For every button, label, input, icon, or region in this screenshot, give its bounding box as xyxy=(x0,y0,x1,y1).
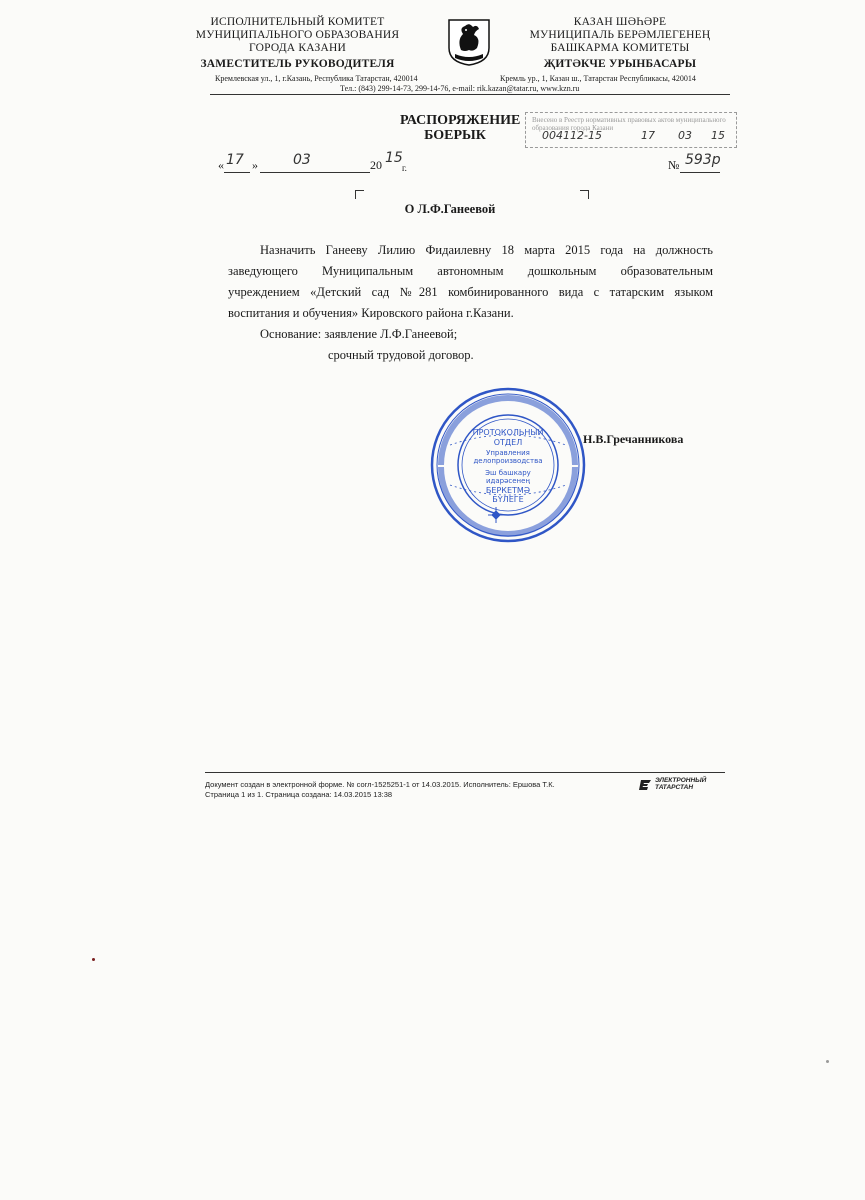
date-open-quote: « xyxy=(218,158,224,172)
stamp-text-6: идарәсенең xyxy=(485,477,531,485)
date-day-underline xyxy=(224,172,250,173)
letterhead-right xyxy=(515,16,725,71)
date-month-underline xyxy=(260,172,370,173)
letterhead-right-line2: МУНИЦИПАЛЬ БЕРӘМЛЕГЕНЕҢ xyxy=(529,29,711,41)
kazan-coat-of-arms-icon xyxy=(447,18,491,66)
address-left: Кремлевская ул., 1, г.Казань, Республика Татарстан, 420014 xyxy=(215,74,418,83)
body-line-3: учреждением «Детский сад №281 комбинированного вида с татарским языком xyxy=(228,285,713,299)
registry-month: 03 xyxy=(678,129,692,142)
address-right: Кремль ур., 1, Казан ш., Татарстан Республикасы, 420014 xyxy=(500,74,696,83)
body-basis: Основание: заявление Л.Ф.Ганеевой; xyxy=(260,327,458,341)
stamp-text-8: БҮЛЕГЕ xyxy=(492,495,524,504)
date-close-quote: » xyxy=(252,158,258,172)
registry-day: 17 xyxy=(641,129,655,142)
date-day: 17 xyxy=(226,152,244,168)
body-basis-continued: срочный трудовой договор. xyxy=(328,348,474,362)
body-line-1: Назначить Ганееву Лилию Фидаилевну 18 марта 2015 года на должность xyxy=(260,243,713,257)
doc-title-tt: БОЕРЫК xyxy=(424,128,486,143)
number-value: 593р xyxy=(685,152,721,168)
stamp-text-4: делопроизводства xyxy=(473,457,543,465)
footer-line-2: Страница 1 из 1. Страница создана: 14.03.2015 13:38 xyxy=(205,790,393,799)
stamp-text-1: ПРОТОКОЛЬНЫЙ xyxy=(472,428,544,437)
registry-stamp-label: Внесено в Реестр нормативных правовых актов муниципального образования города Казани xyxy=(532,116,726,132)
footer-brand-line1: ЭЛЕКТРОННЫЙ xyxy=(655,777,707,784)
letterhead-left-line3: ГОРОДА КАЗАНИ xyxy=(249,42,346,54)
footer-line-1: Документ создан в электронной форме. № согл-1525251-1 от 14.03.2015. Исполнитель: Ершова Т.К. xyxy=(205,780,555,789)
number-label: № xyxy=(668,158,680,172)
letterhead-left-position: ЗАМЕСТИТЕЛЬ РУКОВОДИТЕЛЯ xyxy=(200,58,395,70)
registry-year: 15 xyxy=(711,129,725,142)
letterhead-left-line1: ИСПОЛНИТЕЛЬНЫЙ КОМИТЕТ xyxy=(210,16,385,28)
doc-title-ru: РАСПОРЯЖЕНИЕ xyxy=(400,113,521,128)
scan-speck xyxy=(92,958,95,961)
subject-title: О Л.Ф.Ганеевой xyxy=(404,202,496,216)
date-year-suffix: 15 xyxy=(385,150,403,166)
signatory-name: Н.В.Гречанникова xyxy=(583,432,684,446)
letterhead-right-position: ҖИТӘКЧЕ УРЫНБАСАРЫ xyxy=(543,58,697,70)
letterhead-right-line3: БАШКАРМА КОМИТЕТЫ xyxy=(550,42,690,54)
order-body xyxy=(228,240,713,366)
stamp-text-2: ОТДЕЛ xyxy=(493,438,523,447)
round-seal-stamp xyxy=(428,385,588,545)
stamp-text-3: Управления xyxy=(486,449,530,457)
letterhead-left xyxy=(195,16,400,71)
subject-corner-right xyxy=(580,190,589,199)
header-rule xyxy=(210,94,730,95)
number-underline xyxy=(680,172,720,173)
electronic-tatarstan-logo-icon xyxy=(639,778,653,792)
contacts-line: Тел.: (843) 299-14-73, 299-14-76, e-mail: rik.kazan@tatar.ru, www.kzn.ru xyxy=(340,84,580,93)
date-year-mark: г. xyxy=(402,163,407,173)
registry-stamp-box xyxy=(525,112,737,148)
letterhead-right-line1: КАЗАН ШӘҺӘРЕ xyxy=(573,16,667,28)
scan-speck-2 xyxy=(826,1060,829,1063)
stamp-text-7: БЕРКЕТМӘ xyxy=(485,486,531,495)
date-month: 03 xyxy=(293,152,311,168)
stamp-text-5: Эш башкару xyxy=(485,469,531,477)
registry-number: 004112-15 xyxy=(542,129,602,142)
letterhead-left-line2: МУНИЦИПАЛЬНОГО ОБРАЗОВАНИЯ xyxy=(195,29,400,41)
date-year-prefix: 20 xyxy=(370,158,382,172)
footer-brand xyxy=(655,777,706,791)
subject-corner-left xyxy=(355,190,364,199)
footer-brand-line2: ТАТАРСТАН xyxy=(655,784,694,791)
body-line-2: заведующего Муниципальным автономным дошкольным образовательным xyxy=(228,264,713,278)
footer-rule xyxy=(205,772,725,773)
body-line-4: воспитания и обучения» Кировского района г.Казани. xyxy=(228,306,514,320)
